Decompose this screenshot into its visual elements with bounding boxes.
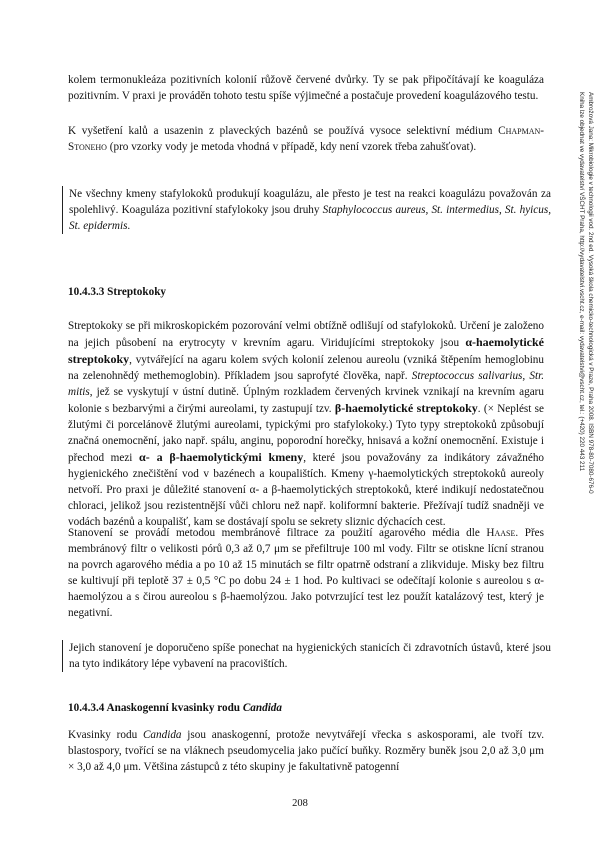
sidebar-citation (571, 92, 597, 612)
citation-line: Ambrožová Jana: Mikrobiologie v technologii vod. 2nd ed. Vysoká škola chemicko-technologická v Praze, Praha 2008. ISBN 978-80-7080-676-0 (587, 92, 594, 494)
text: (pro vzorky vody je metoda vhodná v případě, kdy není vzorek třeba zahušťovat). (106, 141, 477, 153)
note-box-stanoveni: Jejich stanovení je doporučeno spíše ponechat na hygienických stanicích či zdravotních ústavů, které jsou na tyto indikátory lépe vybavení na pracovištích. (62, 640, 551, 672)
text: . (127, 220, 131, 232)
section-heading-candida (68, 702, 282, 714)
text: 10.4.3.4 Anaskogenní kvasinky rodu (68, 702, 243, 714)
text: Streptokoky se při mikroskopickém pozorování velmi obtížně odlišují od stafylokoků. Určení je založeno na jejich působení na erytrocyty v krevním agaru. Viridujícími streptokoky jsou (68, 320, 544, 349)
species-names: Streptococcus salivarius, Str. mitis (68, 370, 544, 398)
text: Stanovení se provádí metodou membránové filtrace za použití agarového média dle (68, 527, 487, 539)
text: K vyšetření kalů a usazenin z plaveckých bazénů se používá vysoce selektivní médium (68, 125, 499, 137)
author-name: Haase (486, 527, 516, 539)
note-box-koaguláza (62, 186, 551, 234)
term-beta: β-haemolytické streptokoky (334, 401, 478, 415)
text: . (× Neplést se žlutými či porcelánově žlutými aureolami, typickými pro stafylokoky.) Tyto typy streptokoků způsobují značná onemocnění, jako např. spálu, anginu, poporodní horečky, hnisavá a kožní onemocnění. Existuje i přechod mezi (68, 403, 544, 464)
species-names: Staphylococcus aureus, St. intermedius, St. hyicus, St. epidermis (69, 204, 551, 232)
text: . Přes membránový filtr o velikosti pórů 0,3 až 0,7 μm se přefiltruje 100 ml vody. Filtr se otiskne lícní stranou na povrch agarového média a po 10 až 15 minutách se filtr opatrně odstraní a zlikviduje. Misky bez filtru se kultivují při teplotě 37 ± 0,5 °C po dobu 24 ± 1 hod. Po kultivaci se odečítají kolonie s aureolou s α-haemolýzou a s čirou aureolou s β-haemolýzou. Jako potvrzující test lez použít katalázový test, který je negativní. (68, 527, 544, 619)
page-number: 208 (292, 798, 308, 809)
paragraph-candida (68, 727, 544, 775)
text: , které jsou považovány za indikátory závažného hygienického znečištění vod v bazénech a koupalištích. Kmeny γ-haemolytických streptokoků aureoly netvoří. Pro praxi je důležité stanovení α- a β-haemolytických streptokoků, které indikují nedostatečnou chloraci, jelikož jsou rezistentnější vůči chloru než např. koliformní bakterie. Přežívají tudíž snadněji ve vodách bazénů a koupališť, kam se dostávají spolu se sekrety sliznic dýchacích cest. (68, 452, 545, 528)
order-line: Kniha lze objednat ve vydavatelství VŠCHT Praha, http://vydavatelstvi.vscht.cz, e-mail: vydavatelstvi@vscht.cz, tel.: (+420) 220 443 211 (578, 92, 585, 472)
text: , vytvářející na agaru kolem svých kolonií zelenou aureolu (vzniká štěpením hemoglobinu na zelenohnědý methemoglobin). Příkladem jsou saprofyté člověka, např. (68, 354, 544, 382)
section-heading-streptokoky: 10.4.3.3 Streptokoky (68, 286, 167, 298)
sidebar-citation-text (577, 92, 595, 612)
paragraph-stanoveni (68, 525, 544, 621)
text: , jež se vyskytují v ústní dutině. Úplným rozkladem červených krvinek vznikají na krevním agaru kolonie s bezbarvými a čirými aureolami, ty zastupují tzv. (68, 386, 544, 415)
genus-name: Candida (142, 729, 182, 741)
genus-name: Candida (242, 702, 282, 714)
author-name: Chapman-Stoneho (68, 125, 544, 153)
paragraph-termonukleaza: kolem termonukleáza pozitivních kolonií růžově červené dvůrky. Ty se pak připočítávají ke koaguláza pozitivním. V praxi je prováděn tohoto testu spíše výjimečné a postačuje provedení koagulázového testu. (68, 74, 544, 102)
text: jsou anaskogenní, protože nevytvářejí vřecka s askosporami, ale tvoří tzv. blastospory, tvořící se na vláknech pseudomycelia jako pučící buňky. Rozměry buněk jsou 2,0 až 3,0 μm × 3,0 až 4,0 μm. Většina zástupců z této skupiny je fakultativně patogenní (68, 729, 545, 773)
paragraph-streptokoky (68, 318, 544, 530)
term-alpha: α-haemolytické streptokoky (68, 335, 544, 366)
term-alpha-beta: α- a β-haemolytickými kmeny (139, 450, 304, 464)
text: Ne všechny kmeny stafylokoků produkují koagulázu, ale přesto je test na reakci koagulázu považován za spolehlivý. Koaguláza pozitivní stafylokoky jsou druhy (69, 188, 551, 216)
paragraph-chapman (68, 123, 544, 155)
text: Kvasinky rodu (68, 729, 143, 741)
